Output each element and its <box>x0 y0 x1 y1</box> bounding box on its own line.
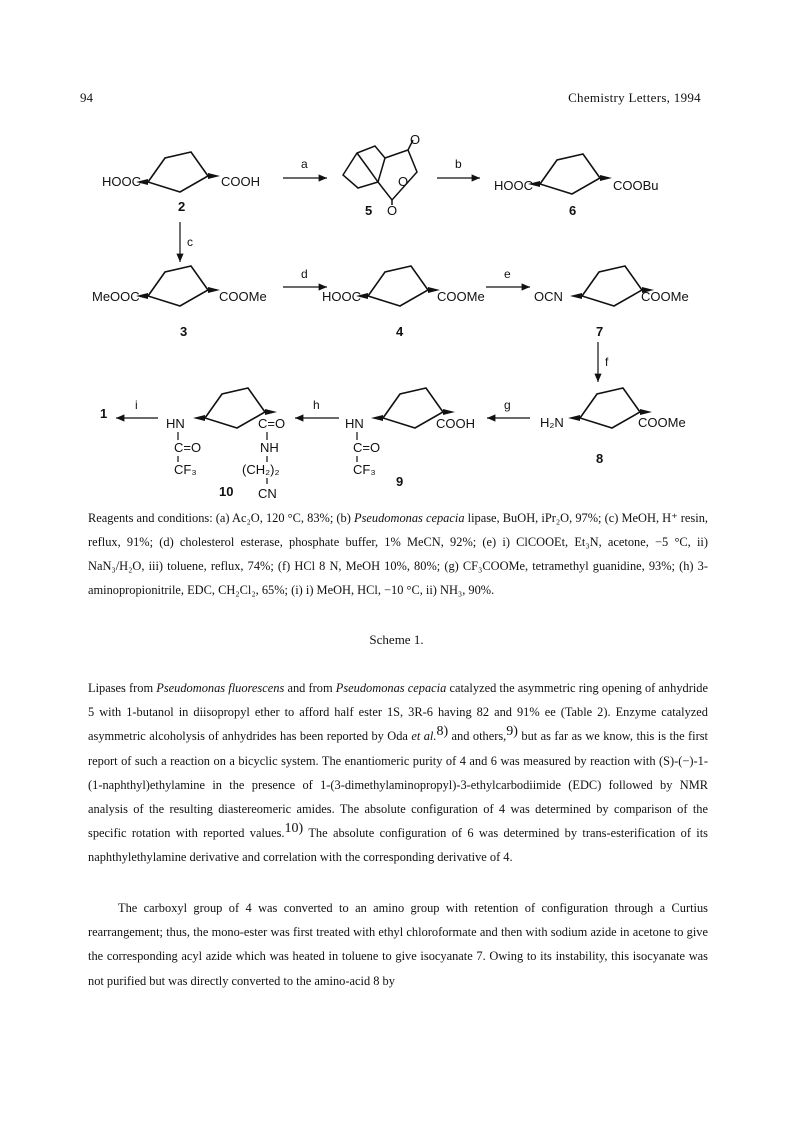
reaction-arrows <box>116 157 609 418</box>
organism-cepacia: Pseudomonas cepacia <box>335 681 447 695</box>
paragraph-1: Lipases from Pseudomonas fluorescens and from Pseudomonas cepacia catalyzed the asymmetric ring opening of anhydride 5 with 1-butanol in diisopropyl ether to afford half ester 1S, 3R-6 having 82 and 91% ee (Table 2). Enzyme catalyzed asymmetric alcoholysis of anhydrides has been reported by Oda et al.$^{8)}$ and others,$^{9)}$ but as far as we know, this is the first report of such a reaction on a bicyclic system. The enantiomeric purity of 4 and 6 was measured by reaction with (S)-(−)-1-(1-naphthyl)ethylamine in the presence of 1-(3-dimethylaminopropyl)-3-ethylcarbodiimide (EDC) followed by NMR analysis of the resulting diastereomeric amides. The absolute configuration of 4 was determined by comparison of the specific rotation with reported values.$^{10)}$ The absolute configuration of 6 was determined by trans-esterification of its naphthylethylamine derivative and correlation with the corresponding derivative of 4. <box>88 681 709 865</box>
compound-1-number: 1 <box>100 406 108 421</box>
reference-9: 9) <box>506 724 518 740</box>
step-label-f: f <box>605 355 609 369</box>
compound-9-left-group: HN <box>345 416 364 431</box>
compound-3-left-group: MeOOC <box>92 289 140 304</box>
compound-8-number: 8 <box>596 451 604 466</box>
compound-10 <box>166 388 285 501</box>
scheme-1-figure <box>0 110 793 505</box>
compound-9-number: 9 <box>396 474 404 489</box>
compound-4-number: 4 <box>396 324 404 339</box>
compound-3-right-group: COOMe <box>219 289 267 304</box>
step-label-i: i <box>135 398 138 412</box>
compound-10-nh: NH <box>260 440 279 455</box>
compound-10-left-group: HN <box>166 416 185 431</box>
compound-10-carbonyl: C=O <box>174 440 202 455</box>
compound-10-chain: (CH₂)₂ <box>242 462 280 477</box>
compound-9 <box>345 388 475 489</box>
paragraph-2: The carboxyl group of 4 was converted to an amino group with retention of configuration through a Curtius rearrangement; thus, the mono-ester was first treated with ethyl chloroformate and then with sodium azide in acetone to give the corresponding acyl azide which was heated in toluene to give isocyanate 7. Owing to its instability, this isocyanate was not purified but was directly converted to the amino-acid 8 by <box>88 901 708 988</box>
scheme-caption: Reagents and conditions: (a) Ac₂O, 120 °C, 83%; (b) Pseudomonas cepacia lipase, BuOH, iPr₂O, 97%; (c) MeOH, H⁺ resin, reflux, 91%; (d) cholesterol esterase, phosphate buffer, 1% MeCN, 92%; (e) i) ClCOOEt, Et₃N, acetone, −5 °C, ii) NaN₃/H₂O, iii) toluene, reflux, 74%; (f) HCl 8 N, MeOH 10%, 80%; (g) CF₃COOMe, tetramethyl guanidine, 93%; (h) 3-aminopropionitrile, EDC, CH₂Cl₂, 65%; (i) i) MeOH, HCl, −10 °C, ii) NH₃, 90%. <box>88 511 708 597</box>
step-label-h: h <box>313 398 320 412</box>
reference-10: 10) <box>284 821 304 837</box>
compound-6 <box>494 154 659 218</box>
step-label-g: g <box>504 398 511 412</box>
compound-3 <box>92 266 267 339</box>
et-al: et al. <box>411 729 437 744</box>
compound-4 <box>322 266 485 339</box>
compound-6-left-group: HOOC <box>494 178 533 193</box>
caption-organism: Pseudomonas cepacia <box>354 511 465 525</box>
compound-2 <box>102 152 260 214</box>
compound-9-cf3: CF₃ <box>353 462 376 477</box>
compound-8-right-group: COOMe <box>638 415 686 430</box>
compound-5 <box>343 132 420 218</box>
compound-10-number: 10 <box>219 484 234 499</box>
step-label-b: b <box>455 157 462 171</box>
compound-3-number: 3 <box>180 324 188 339</box>
scheme-title: Scheme 1. <box>369 632 424 647</box>
step-label-c: c <box>187 235 193 249</box>
compound-4-right-group: COOMe <box>437 289 485 304</box>
compound-7 <box>534 266 689 339</box>
compound-5-oxygen-bottom: O <box>387 203 398 218</box>
compound-10-cf3: CF₃ <box>174 462 197 477</box>
compound-10-carboxamide: C=O <box>258 416 286 431</box>
compound-7-right-group: COOMe <box>641 289 689 304</box>
compound-4-left-group: HOOC <box>322 289 361 304</box>
compound-2-right-group: COOH <box>221 174 260 189</box>
journal-running-head: Chemistry Letters, 1994 <box>568 90 701 105</box>
reference-8: 8) <box>436 724 449 740</box>
organism-fluorescens: Pseudomonas fluorescens <box>156 681 285 695</box>
compound-5-oxygen-ring: O <box>398 174 409 189</box>
compound-7-number: 7 <box>596 324 604 339</box>
page-number: 94 <box>80 90 93 105</box>
step-label-d: d <box>301 267 308 281</box>
compound-8-left-group: H₂N <box>540 415 564 430</box>
compound-5-number: 5 <box>365 203 373 218</box>
compound-5-oxygen-top: O <box>410 132 421 147</box>
compound-8 <box>540 388 686 466</box>
step-label-e: e <box>504 267 511 281</box>
compound-6-number: 6 <box>569 203 577 218</box>
compound-6-right-group: COOBu <box>613 178 659 193</box>
compound-9-right-group: COOH <box>436 416 475 431</box>
compound-2-number: 2 <box>178 199 186 214</box>
step-label-a: a <box>301 157 308 171</box>
compound-2-left-group: HOOC <box>102 174 141 189</box>
compound-7-left-group: OCN <box>534 289 563 304</box>
compound-10-nitrile: CN <box>258 486 277 501</box>
compound-9-carbonyl: C=O <box>353 440 381 455</box>
